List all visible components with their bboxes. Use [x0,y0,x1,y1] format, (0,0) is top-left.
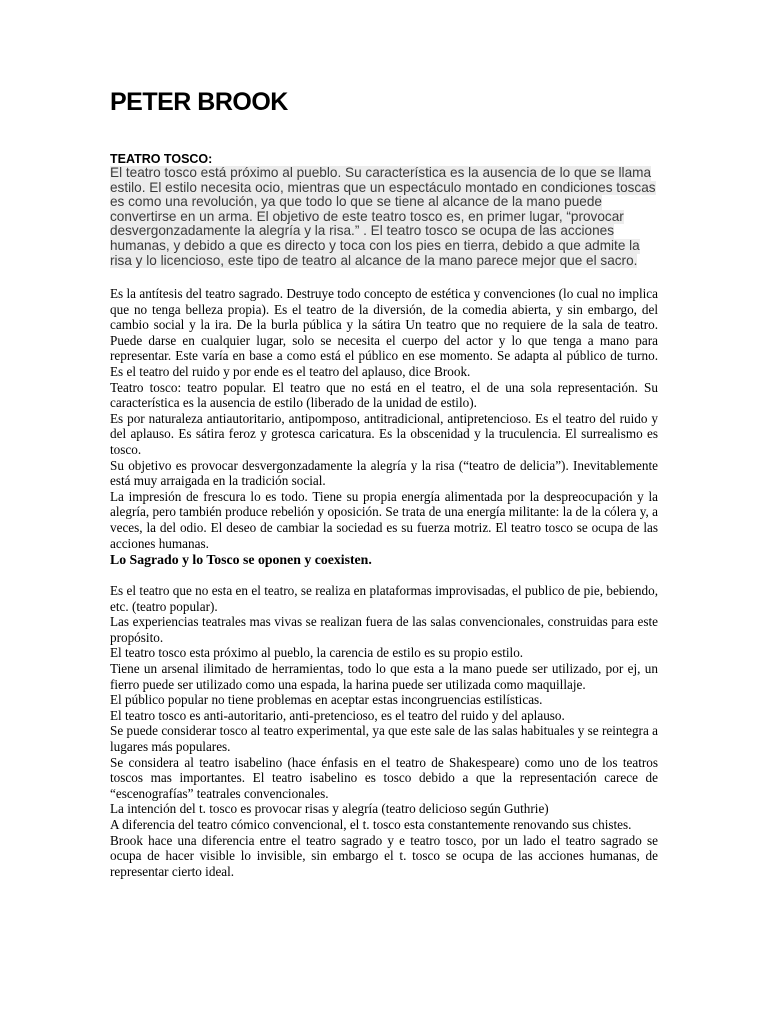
quote-line: desvergonzadamente la alegría y la risa.” . El teatro tosco se ocupa de las acciones [110,223,615,239]
section-heading: TEATRO TOSCO: [110,152,213,166]
paragraph: Es el teatro que no esta en el teatro, se realiza en plataformas improvisadas, el publico de pie, bebiendo, etc. (teatro popular). [110,583,658,614]
paragraph: Se puede considerar tosco al teatro experimental, ya que este sale de las salas habituales y se reintegra a lugares más populares. [110,723,658,755]
quote-line: estilo. El estilo necesita ocio, mientras que un espectáculo montado en condiciones toscas [110,179,656,195]
quote-line: humanas, y debido a que es directo y toca con los pies en tierra, debido a que admite la [110,237,640,253]
paragraph: El teatro tosco es anti-autoritario, anti-pretencioso, es el teatro del ruido y del aplauso. [110,707,565,723]
paragraph: Se considera al teatro isabelino (hace énfasis en el teatro de Shakespeare) como uno de los teatros toscos mas importantes. El teatro isabelino es tosco debido a que la representación carece de “escenografías” teatrales convencionales. [110,754,658,801]
paragraph: Es la antítesis del teatro sagrado. Destruye todo concepto de estética y convenciones (lo cual no implica que no tenga belleza propia). Es el teatro de la diversión, de la comedia abierta, y sin embargo, del cambio social y la ira. De la burla pública y la sátira Un teatro que no requiere de la sala de teatro. Puede darse en cualquier lugar, solo se necesita el cuerpo del actor y lo que tenga a mano para representar. Este varía en base a como está el público en ese momento. Se adapta al público de turno. Es el teatro del ruido y por ende es el teatro del aplauso, dice Brook. [110,286,658,379]
paragraph: El teatro tosco esta próximo al pueblo, la carencia de estilo es su propio estilo. [110,645,524,661]
quote-line: risa y lo licencioso, este tipo de teatro al alcance de la mano parece mejor que el sacro. [110,252,638,268]
highlighted-quote [110,166,658,268]
paragraph: Las experiencias teatrales mas vivas se realizan fuera de las salas convencionales, construidas para este propósito. [110,614,658,645]
subheading-paragraph: Lo Sagrado y lo Tosco se oponen y coexisten. [110,552,372,568]
paragraph: Es por naturaleza antiautoritario, antipomposo, antitradicional, antipretencioso. Es el teatro del ruido y del aplauso. Es sátira feroz y grotesca caricatura. Es la obscenidad y la truculencia. El surrealismo es tosco. [110,410,658,457]
body-text [110,286,658,879]
quote-line: El teatro tosco está próximo al pueblo. Su característica es la ausencia de lo que se llama [110,165,652,180]
document-title: PETER BROOK [110,88,288,116]
paragraph: La impresión de frescura lo es todo. Tiene su propia energía alimentada por la despreocupación y la alegría, pero también produce rebelión y oposición. Se trata de una energía militante: la de la cólera y, a veces, la del odio. El deseo de cambiar la sociedad es su fuerza motriz. El teatro tosco se ocupa de las acciones humanas. [110,488,658,551]
paragraph: A diferencia del teatro cómico convencional, el t. tosco esta constantemente renovando sus chistes. [110,817,632,832]
paragraph: El público popular no tiene problemas en aceptar estas incongruencias estilísticas. [110,692,543,708]
quote-line: convertirse en un arma. El objetivo de este teatro tosco es, en primer lugar, “provocar [110,208,624,224]
paragraph: La intención del t. tosco es provocar risas y alegría (teatro delicioso según Guthrie) [110,801,549,817]
paragraph: Su objetivo es provocar desvergonzadamente la alegría y la risa (“teatro de delicia”). Inevitablemente está muy arraigada en la tradición social. [110,457,658,489]
quote-line: es como una revolución, ya que todo lo que se tiene al alcance de la mano puede [110,194,602,210]
paragraph: Teatro tosco: teatro popular. El teatro que no está en el teatro, el de una sola representación. Su característica es la ausencia de estilo (liberado de la unidad de estilo). [110,379,658,411]
paragraph: Tiene un arsenal ilimitado de herramientas, todo lo que esta a la mano puede ser utilizado, por ej, un fierro puede ser utilizado como una espada, la harina puede ser utilizada como maquillaje. [110,661,658,692]
paragraph: Brook hace una diferencia entre el teatro sagrado y e teatro tosco, por un lado el teatro sagrado se ocupa de hacer visible lo invisible, sin embargo el t. tosco se ocupa de las acciones humanas, de representar cierto ideal. [110,832,658,879]
